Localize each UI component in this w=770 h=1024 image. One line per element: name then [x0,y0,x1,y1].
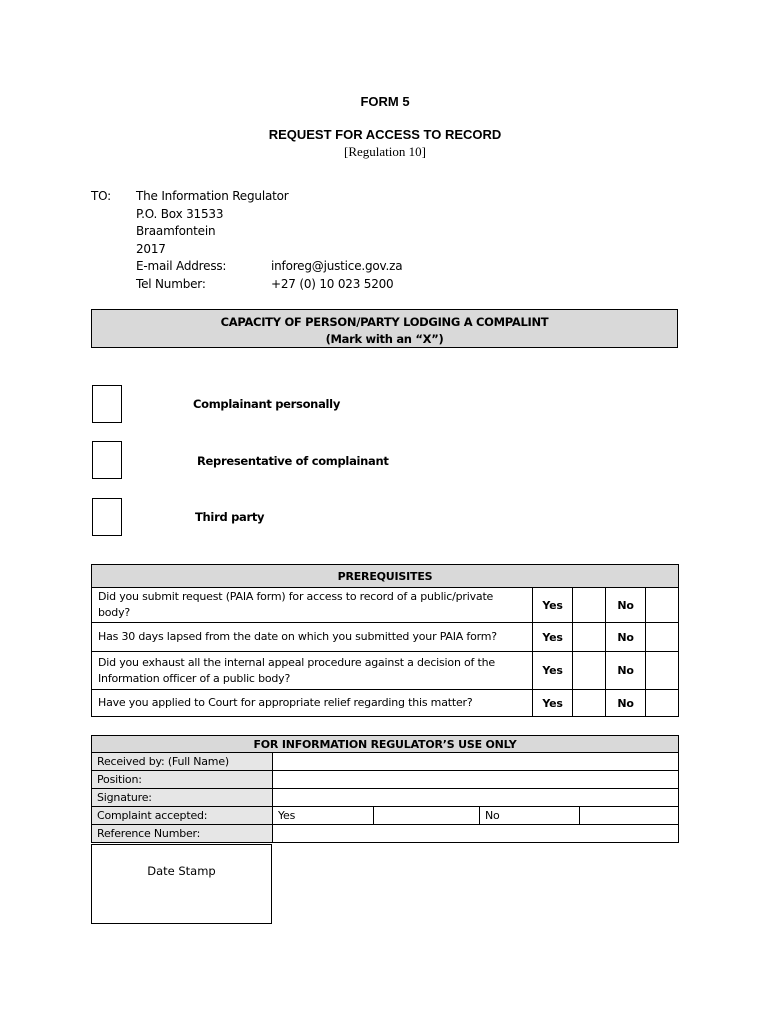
signature-label: Signature: [92,789,273,807]
table-row [92,690,679,717]
question-text: Has 30 days lapsed from the date on which you submitted your PAIA form? [92,623,533,652]
capacity-heading: CAPACITY OF PERSON/PARTY LODGING A COMPALINT [220,315,549,329]
checkbox-representative[interactable] [92,441,122,479]
date-stamp-label: Date Stamp [147,864,216,878]
date-stamp-box[interactable] [91,844,272,924]
form-title: REQUEST FOR ACCESS TO RECORD [268,127,502,142]
form-number: FORM 5 [360,94,410,109]
position-field[interactable] [273,771,679,789]
table-row [92,825,679,843]
prerequisites-table [91,564,679,717]
table-row [92,652,679,690]
checkbox-complainant-personally[interactable] [92,385,122,423]
address-line-postal-code: 2017 [136,242,166,256]
checkbox-third-party[interactable] [92,498,122,536]
table-row [92,807,679,825]
yes-answer-cell[interactable] [573,690,606,717]
accepted-no-label: No [480,807,580,825]
accepted-no-field[interactable] [580,807,679,825]
position-label: Position: [92,771,273,789]
received-by-field[interactable] [273,753,679,771]
question-text: Did you exhaust all the internal appeal procedure against a decision of the Information officer of a public body? [92,652,533,690]
no-answer-cell[interactable] [646,623,679,652]
regulation-reference: [Regulation 10] [344,144,426,159]
accepted-yes-field[interactable] [374,807,480,825]
accepted-yes-label: Yes [273,807,374,825]
table-row [92,789,679,807]
tel-label: Tel Number: [136,277,206,291]
address-line-suburb: Braamfontein [136,224,216,238]
signature-field[interactable] [273,789,679,807]
capacity-instruction: (Mark with an “X”) [325,332,444,346]
table-row [92,771,679,789]
question-text: Have you applied to Court for appropriate relief regarding this matter? [92,690,533,717]
office-use-header-row [92,736,679,753]
no-label: No [606,652,646,690]
reference-number-field[interactable] [273,825,679,843]
to-label: TO: [91,189,112,203]
email-label: E-mail Address: [136,259,227,273]
prerequisites-header-row [92,565,679,588]
question-text: Did you submit request (PAIA form) for access to record of a public/private body? [92,588,533,623]
table-row [92,753,679,771]
yes-label: Yes [533,588,573,623]
received-by-label: Received by: (Full Name) [92,753,273,771]
yes-answer-cell[interactable] [573,588,606,623]
prerequisites-heading: PREREQUISITES [92,565,679,588]
office-use-heading: FOR INFORMATION REGULATOR’S USE ONLY [92,736,679,753]
yes-answer-cell[interactable] [573,652,606,690]
address-line-organisation: The Information Regulator [136,189,289,203]
no-answer-cell[interactable] [646,588,679,623]
yes-label: Yes [533,690,573,717]
no-label: No [606,588,646,623]
complaint-accepted-label: Complaint accepted: [92,807,273,825]
no-answer-cell[interactable] [646,690,679,717]
table-row [92,623,679,652]
yes-label: Yes [533,652,573,690]
yes-label: Yes [533,623,573,652]
no-label: No [606,623,646,652]
option-label-third-party: Third party [195,510,265,524]
option-label-representative: Representative of complainant [197,454,389,468]
email-value: inforeg@justice.gov.za [271,259,403,273]
no-answer-cell[interactable] [646,652,679,690]
reference-number-label: Reference Number: [92,825,273,843]
table-row [92,588,679,623]
no-label: No [606,690,646,717]
office-use-table [91,735,679,843]
capacity-section-header [91,309,678,348]
address-line-po-box: P.O. Box 31533 [136,207,224,221]
option-label-complainant-personally: Complainant personally [193,397,341,411]
tel-value: +27 (0) 10 023 5200 [271,277,394,291]
yes-answer-cell[interactable] [573,623,606,652]
